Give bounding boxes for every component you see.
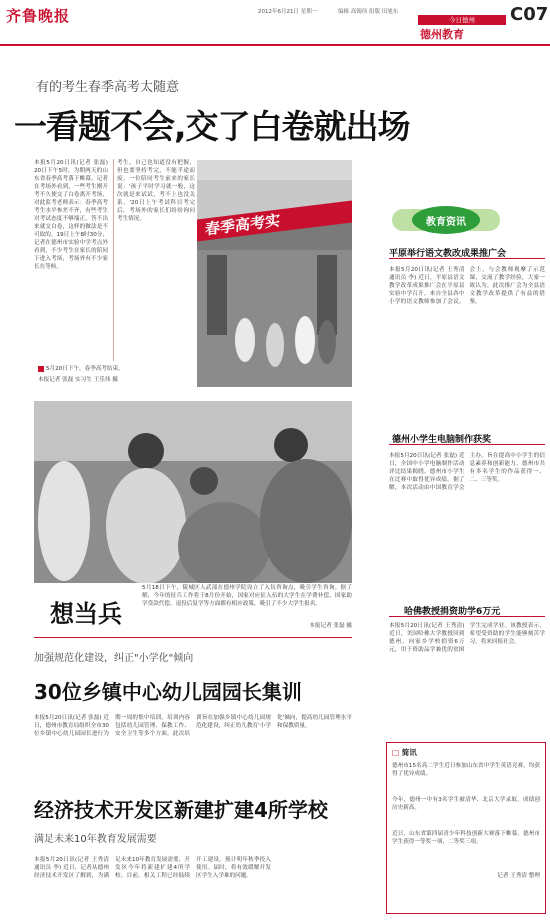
lead-subtitle: 有的考生春季高考太随意 [36,80,180,95]
brief-box [386,742,546,914]
dezhou-rule [389,444,545,445]
kg-subtitle: 加强规范化建设，纠正"小学化"倾向 [34,653,194,664]
recruit-photo-title: 想当兵 [50,600,122,628]
lead-caption-marker [38,366,44,372]
section-rule [34,637,352,638]
issue-date: 2012年6月21日 星期一 [258,9,318,15]
recruit-photo-credit: 本报记者 张磊 摄 [309,623,352,629]
econ-subtitle: 满足未来10年教育发展需要 [34,834,157,845]
dezhou-body: 本报5月20日讯(记者 张磊) 近日，全国中小学电脑制作活动评比结果揭晓，德州市小学生在比赛中取得优异成绩。据了解，本次活动由中国教育学会主办，旨在提高中小学生的信息素养和创新能力，德州市共有多名学生的作品获得一、二、三等奖。 [389,453,545,491]
section-small: 今日德州 [449,16,475,24]
lead-caption: 5月20日下午，春季高考结束。 [46,366,124,372]
section-tag [418,15,506,25]
exam-gate-photo [197,160,352,387]
brief-item: 德州市15名高二学生近日参加山东省中学生英语竞赛，均获得了优异成绩。 [392,763,540,777]
stipend-rule [389,616,545,617]
editor-line: 编辑 高锡伟 组版 田旭东 [338,9,399,15]
recruit-photo [34,401,352,583]
news-badge [392,203,500,237]
econ-headline: 经济技术开发区新建扩建4所学校 [34,798,328,822]
brief-item: 近日，山东省第四届青少年科技创新大赛落下帷幕，德州市学生获得一等奖一项，二等奖三项。 [392,831,540,845]
dezhou-title: 德州小学生电脑制作获奖 [392,435,492,445]
lead-headline: 一看题不会,交了白卷就出场 [14,107,410,146]
masthead-rule [0,44,550,46]
stipend-title: 哈佛教授捐资助学6万元 [404,607,501,617]
brief-title [392,747,540,758]
brief-item: 今年，德州一中有3名学生被清华、北京大学录取，成绩创历史新高。 [392,797,540,811]
section-name: 德州教育 [420,28,464,41]
masthead [0,0,550,41]
pingyuan-rule [389,258,545,259]
recruit-photo-caption: 5月18日下午，陵城区人武部在德州学院设立了入伍咨询点，吸引学生咨询。据了解，今年的征兵工作将于8月份开始，国家对应征入伍的大学生在学费补偿、国家助学贷款代偿、退役后复学等方面都有相应政策，吸引了不少大学生报名。 [142,585,352,607]
lead-credit: 本报记者 张磊 实习生 王乐伟 摄 [38,377,118,383]
lead-body-mid: 考生，自己也知道没有把握，但也要坚持考完，不能半途而废。一位陪同考生前来的家长说：'孩子平时学习就一般，这次就是来试试，考不上也没关系。'20日上午考试科目考完后，考场外的家长们纷纷询问考生情况。 [113,159,195,361]
stipend-body: 本报5月20日讯(记者 王秀清) 近日，美国哈佛大学教授回到德州，向家乡学校捐资6万元，用于资助品学兼优的贫困学生完成学业。该教授表示，希望受资助的学生能够刻苦学习，将来回报社会。 [389,623,545,653]
exam-banner-text: 春季高考实 [205,211,281,239]
econ-body: 本报5月20日讯(记者 王秀清 通讯员 李) 近日，记者从德州经济技术开发区了解到，为满足未来10年教育发展需要，开发区今年将新建扩建4所学校。目前，相关工程已经陆续开工建设，预计明年秋季投入使用。届时，将有效缓解开发区学生入学难的问题。 [34,857,271,879]
pingyuan-body: 本报5月20日讯(记者 王秀清 通讯员 李) 近日，平原县语文教学改革成果推广会在平原县实验中学召开，来自全县各中小学的语文教师参加了会议。会上，与会教师观摩了示范课，交流了教学经验，大家一致认为，此次推广会为全县语文教学改革提供了有益的借鉴。 [389,267,545,305]
pingyuan-title: 平原举行语文教改成果推广会 [389,249,507,259]
news-badge-label: 教育资讯 [426,217,466,228]
kg-body: 本报5月20日讯(记者 张磊) 近日，德州市教育局组织全市30位乡镇中心幼儿园园长进行为期一周的集中培训。培训内容包括幼儿园管理、保教工作、安全卫生等多个方面。此次培训旨在加强乡镇中心幼儿园规范化建设，纠正幼儿教育'小学化'倾向，提高幼儿园管理水平和保教质量。 [34,715,352,737]
brief-credit: 记者 王秀清 整理 [497,873,540,879]
brief-marker: □ [392,748,400,757]
brief-title-text: 简讯 [401,748,417,757]
newspaper-logo: 齐鲁晚报 [6,7,71,25]
lead-body-left: 本报5月20日讯(记者 张磊) 20日下午5时，为期两天的山东省春季高考落下帷幕。记者在考场外看到，一些考生刚开考不久便交了白卷离开考场，对此监考老师表示：春季高考考生水平参差不齐，有些考生对考试态度不够端正，答不出来就交白卷，这样的做法是不可取的。19日上午8时30分，记者在德州市实验中学考点外看到，不少考生在家长的陪同下进入考场，考场外有不少家长在等候。 [34,160,108,270]
page-number: C07 [510,4,549,25]
kg-headline: 30位乡镇中心幼儿园园长集训 [34,680,302,704]
